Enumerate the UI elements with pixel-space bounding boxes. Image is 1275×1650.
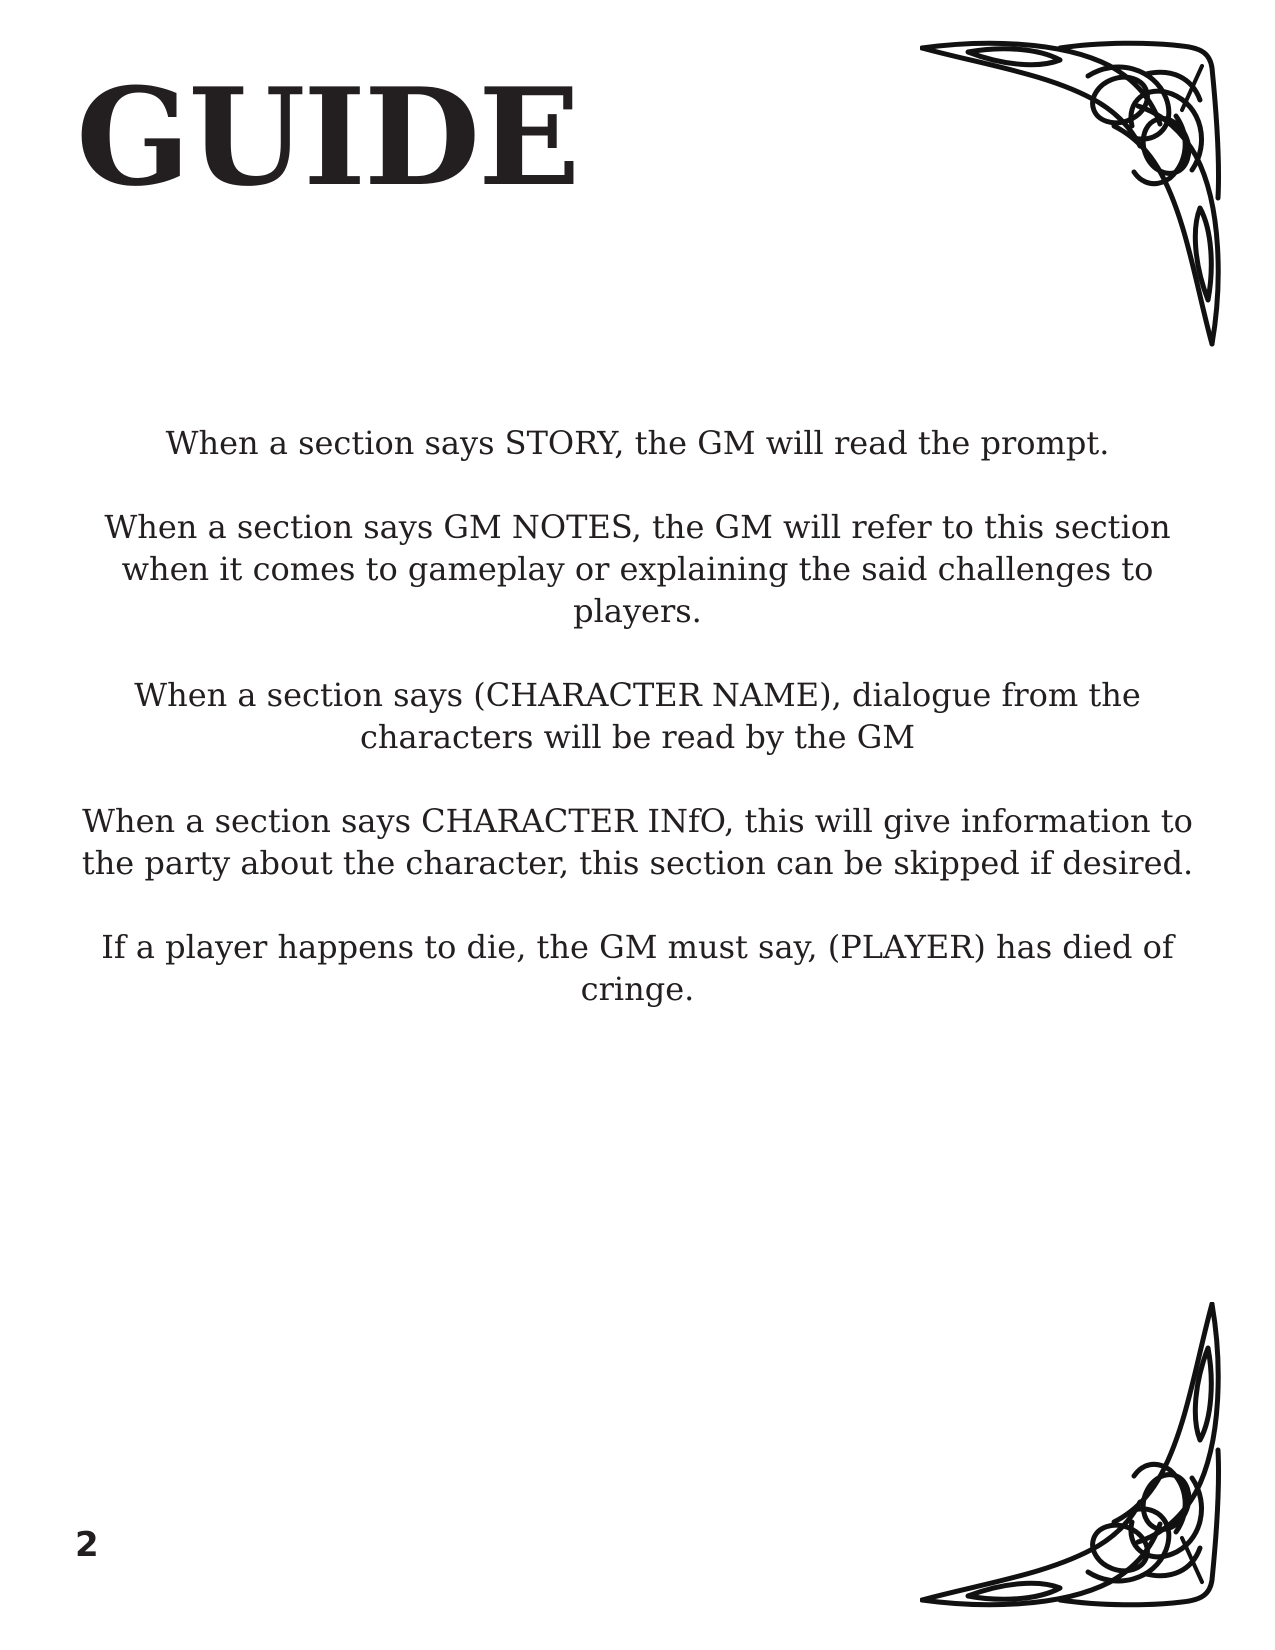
page-title: GUIDE bbox=[76, 58, 579, 216]
paragraph-story: When a section says STORY, the GM will read the prompt. bbox=[165, 424, 1110, 462]
celtic-knot-corner-top-icon bbox=[920, 38, 1230, 348]
paragraph-player-death: If a player happens to die, the GM must say, (PLAYER) has died of cringe. bbox=[101, 928, 1174, 1008]
paragraph-character-info: When a section says CHARACTER INfO, this will give information to the party about the character, this section can be skipped if desired. bbox=[81, 802, 1194, 882]
paragraph-gm-notes: When a section says GM NOTES, the GM will refer to this section when it comes to gameplay or explaining the said challenges to players. bbox=[104, 508, 1171, 630]
celtic-knot-corner-bottom-icon bbox=[920, 1302, 1230, 1612]
paragraph-character-name: When a section says (CHARACTER NAME), dialogue from the characters will be read by the GM bbox=[134, 676, 1141, 756]
guide-body bbox=[60, 422, 1215, 1052]
page-number: 2 bbox=[75, 1525, 99, 1565]
